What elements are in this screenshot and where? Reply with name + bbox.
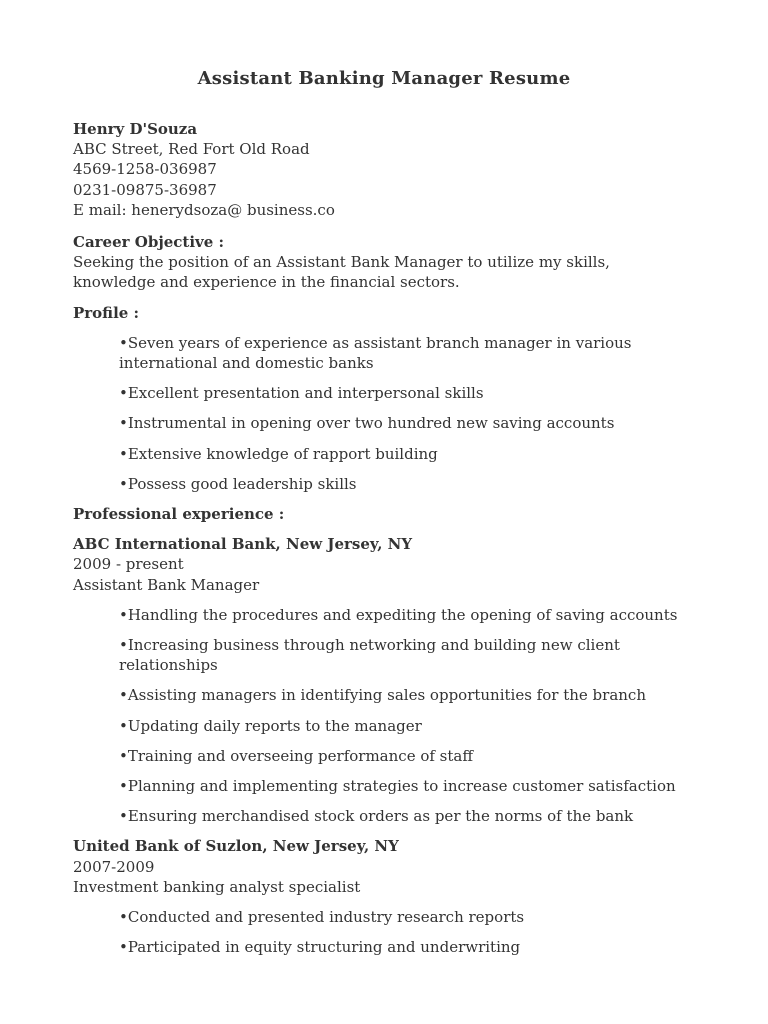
- contact-block: [73, 119, 723, 220]
- job-period: 2007-2009: [73, 857, 155, 876]
- objective-heading: Career Objective :: [73, 233, 225, 252]
- job-entry: [73, 534, 723, 826]
- document-title: Assistant Banking Manager Resume: [197, 68, 571, 89]
- list-item: •Instrumental in opening over two hundred new saving accounts: [119, 414, 615, 433]
- candidate-name: Henry D'Souza: [73, 120, 198, 138]
- list-item: •Handling the procedures and expediting the opening of saving accounts: [119, 605, 678, 624]
- list-item: •Seven years of experience as assistant branch manager in various international and domestic banks: [119, 333, 632, 373]
- objective-text: Seeking the position of an Assistant Bank Manager to utilize my skills, knowledge and experience in the financial sectors.: [73, 253, 610, 292]
- contact-email: E mail: henerydsoza@ business.co: [73, 200, 335, 219]
- contact-phone-1: 4569-1258-036987: [73, 160, 217, 179]
- profile-heading: Profile :: [73, 303, 140, 322]
- profile-section: [73, 303, 723, 494]
- list-item: •Planning and implementing strategies to increase customer satisfaction: [119, 777, 676, 796]
- job-role: Assistant Bank Manager: [73, 575, 260, 594]
- list-item: •Increasing business through networking and building new client relationships: [119, 636, 620, 675]
- profile-list: [73, 333, 723, 494]
- list-item: •Excellent presentation and interpersonal skills: [119, 384, 484, 403]
- list-item: •Assisting managers in identifying sales opportunities for the branch: [119, 686, 646, 705]
- objective-section: [73, 232, 723, 293]
- job-employer: United Bank of Suzlon, New Jersey, NY: [73, 837, 399, 856]
- list-item: •Training and overseeing performance of staff: [119, 746, 474, 765]
- job-duties-list: [73, 907, 723, 957]
- resume-content: [73, 119, 723, 958]
- job-period: 2009 - present: [73, 555, 184, 574]
- list-item: •Possess good leadership skills: [119, 474, 357, 493]
- contact-address: ABC Street, Red Fort Old Road: [73, 140, 310, 159]
- contact-phone-2: 0231-09875-36987: [73, 180, 217, 199]
- job-role: Investment banking analyst specialist: [73, 877, 361, 896]
- experience-heading: Professional experience :: [73, 505, 285, 524]
- list-item: •Updating daily reports to the manager: [119, 716, 422, 735]
- job-duties-list: [73, 605, 723, 827]
- list-item: •Ensuring merchandised stock orders as per the norms of the bank: [119, 807, 634, 826]
- list-item: •Participated in equity structuring and underwriting: [119, 938, 521, 957]
- job-employer: ABC International Bank, New Jersey, NY: [73, 535, 413, 554]
- list-item: •Conducted and presented industry research reports: [119, 908, 525, 927]
- experience-section: [73, 504, 723, 957]
- list-item: •Extensive knowledge of rapport building: [119, 444, 438, 463]
- job-entry: [73, 836, 723, 957]
